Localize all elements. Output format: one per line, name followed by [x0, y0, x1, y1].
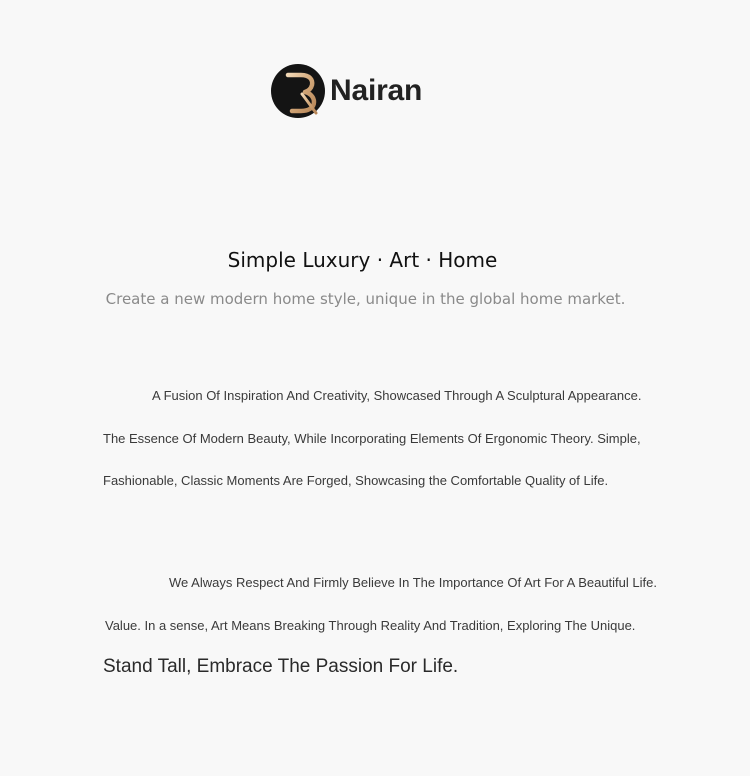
- monogram-b-logo-icon: [270, 63, 326, 119]
- paragraph-1-line-2: The Essence Of Modern Beauty, While Incorporating Elements Of Ergonomic Theory. Simple,: [103, 431, 641, 446]
- brand-name: Nairan: [330, 74, 423, 107]
- hero-subline: Create a new modern home style, unique in the global home market.: [105, 290, 626, 308]
- brand-logo: [270, 63, 422, 119]
- paragraph-1-line-1: A Fusion Of Inspiration And Creativity, Showcased Through A Sculptural Appearance.: [152, 388, 642, 403]
- paragraph-2-line-2: Value. In a sense, Art Means Breaking Through Reality And Tradition, Exploring The Unique.: [105, 618, 636, 633]
- hero-headline: Simple Luxury · Art · Home: [227, 248, 498, 272]
- paragraph-2-line-1: We Always Respect And Firmly Believe In The Importance Of Art For A Beautiful Life.: [169, 575, 657, 590]
- paragraph-1-line-3: Fashionable, Classic Moments Are Forged, Showcasing the Comfortable Quality of Life.: [103, 473, 609, 488]
- closing-statement: Stand Tall, Embrace The Passion For Life.: [103, 656, 459, 677]
